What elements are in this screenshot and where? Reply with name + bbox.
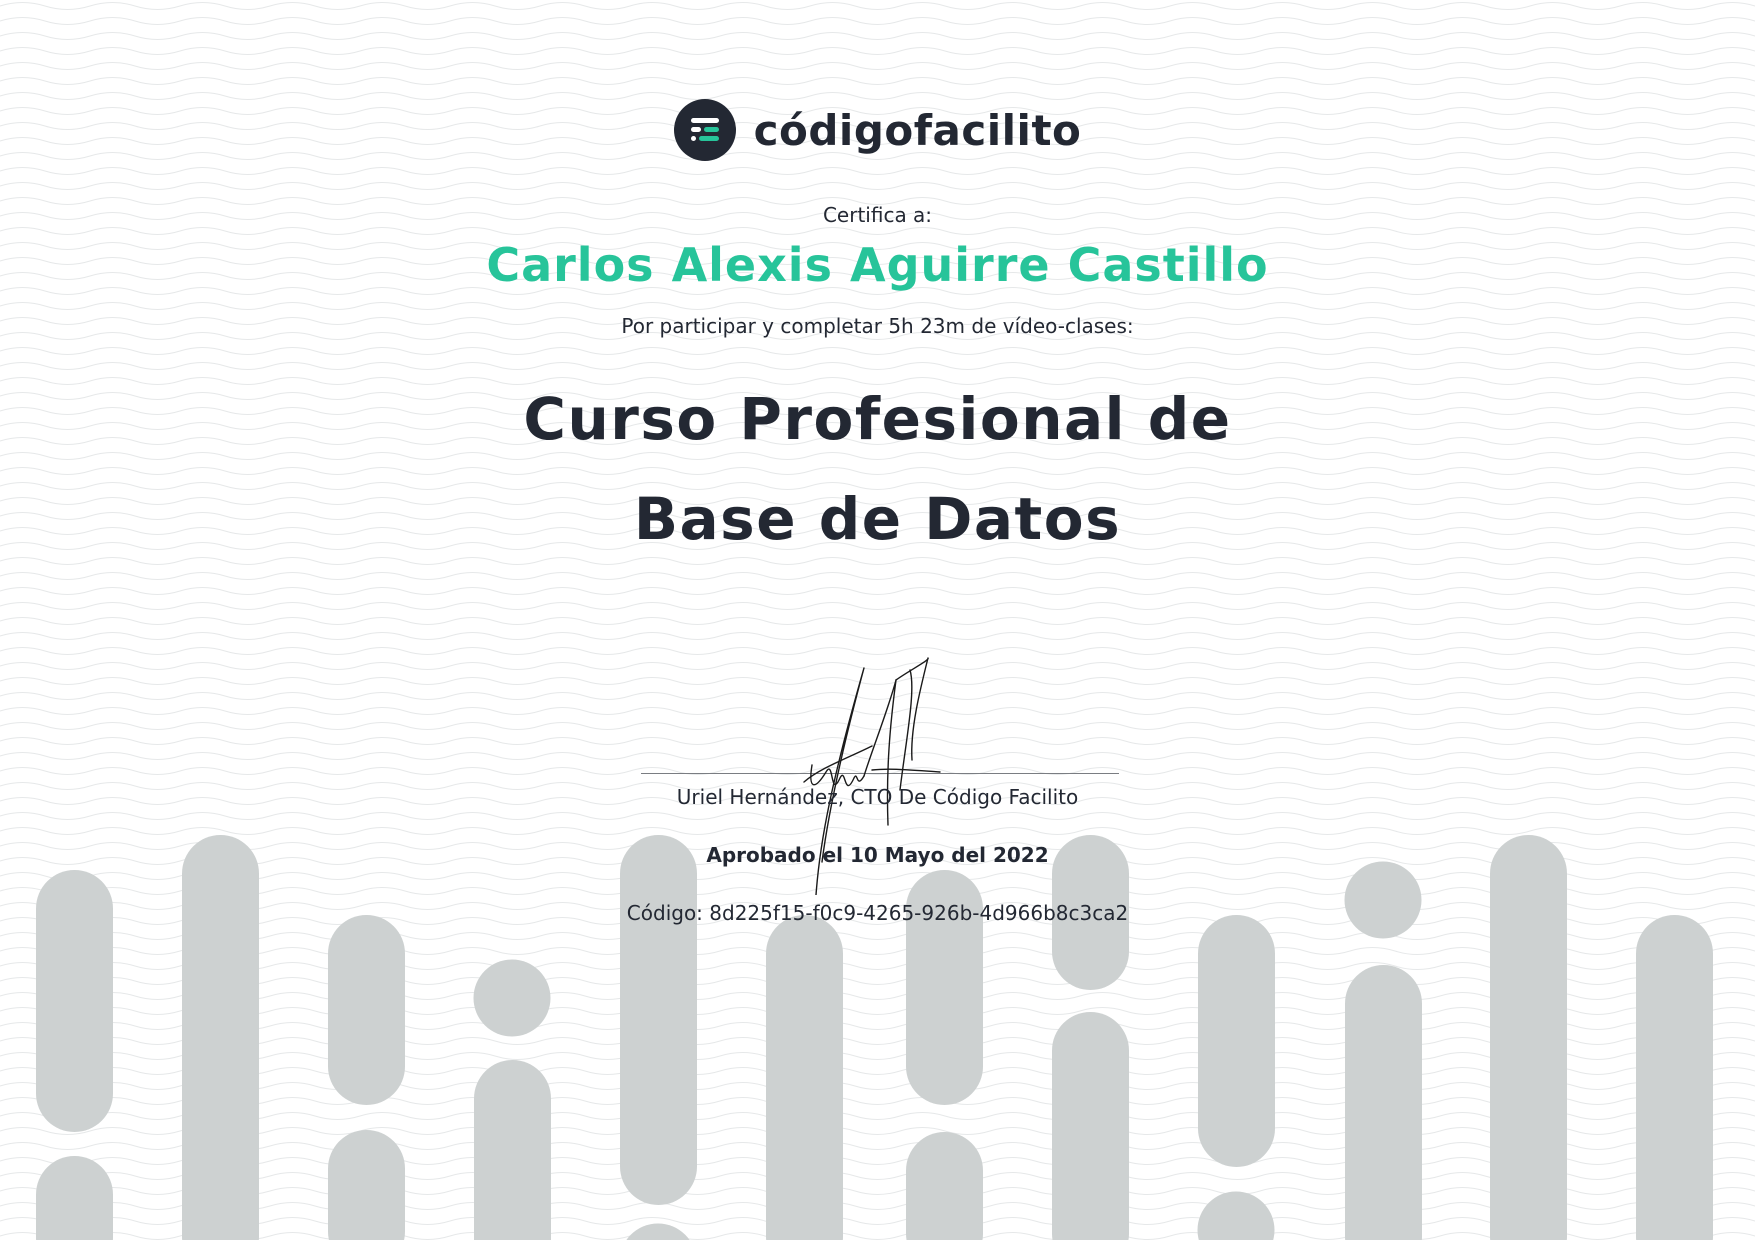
decorative-dot [474, 960, 551, 1037]
certifies-label: Certifica a: [822, 203, 933, 227]
course-title-line-2: Base de Datos [633, 485, 1122, 553]
codigofacilito-logo-icon [674, 99, 736, 161]
brand-logo [0, 98, 1755, 162]
decorative-pill [1198, 915, 1275, 1167]
decorative-dot [620, 1224, 697, 1240]
decorative-pill [328, 915, 405, 1105]
decorative-pill [1345, 965, 1422, 1240]
decorative-dot [1345, 862, 1422, 939]
decorative-pill [182, 835, 259, 1240]
decorative-pill [36, 1156, 113, 1240]
signer-name: Uriel Hernández, CTO De Código Facilito [676, 785, 1079, 809]
certificate-code-value: 8d225f15-f0c9-4265-926b-4d966b8c3ca2 [709, 901, 1129, 925]
student-name: Carlos Alexis Aguirre Castillo [486, 238, 1269, 292]
decorative-pill [474, 1060, 551, 1240]
decorative-pill [1490, 835, 1567, 1240]
decorative-pill [766, 915, 843, 1240]
approval-date: Aprobado el 10 Mayo del 2022 [706, 843, 1049, 867]
completion-text: Por participar y completar 5h 23m de vídeo-clases: [621, 314, 1134, 338]
decorative-pill [1052, 1012, 1129, 1240]
course-title-line-1: Curso Profesional de [523, 385, 1232, 453]
decorative-dot [1198, 1192, 1275, 1240]
certificate-code [0, 901, 1755, 925]
decorative-pill [906, 1132, 983, 1240]
brand-name: códigofacilito [753, 105, 1082, 155]
certificate-code-label: Código: [626, 901, 703, 925]
decorative-pill [620, 835, 697, 1205]
decorative-pill [1636, 915, 1713, 1240]
decorative-pill [328, 1130, 405, 1240]
